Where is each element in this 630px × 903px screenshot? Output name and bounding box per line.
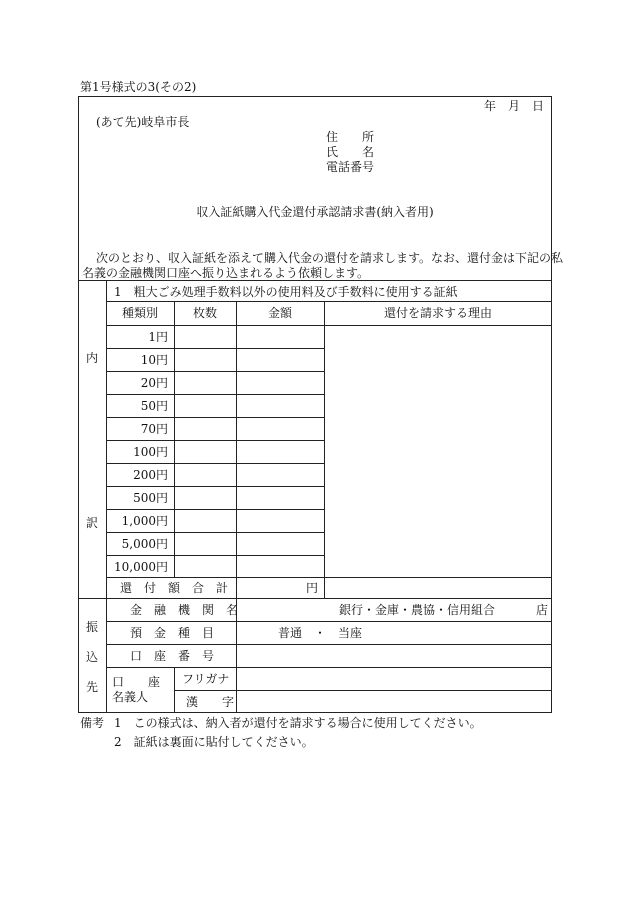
side-label-furi: 振 <box>86 620 99 634</box>
side-label-saki: 先 <box>86 680 99 694</box>
bank-label: 金 融 機 関 名 <box>130 603 239 617</box>
row-line <box>106 440 324 441</box>
form-title: 収入証紙購入代金還付承認請求書(納入者用) <box>196 205 434 219</box>
side-label-komi: 込 <box>86 650 99 664</box>
col-line-count <box>236 301 237 598</box>
kanji-label: 漢 字 <box>186 695 235 709</box>
breakdown-side-divider <box>106 280 107 598</box>
row-line <box>106 371 324 372</box>
denomination-1: 1円 <box>148 330 168 344</box>
name-label: 氏 名 <box>326 145 375 159</box>
col-line-type <box>174 301 175 577</box>
breakdown-bottom-border <box>78 598 552 599</box>
denomination-70: 70円 <box>140 422 168 436</box>
transfer-row-line <box>106 621 552 622</box>
transfer-row-line <box>174 690 552 691</box>
total-label: 還 付 額 合 計 <box>120 581 229 595</box>
side-label-uchi: 内 <box>86 351 99 365</box>
section-title: 1 粗大ごみ処理手数料以外の使用料及び手数料に使用する証紙 <box>114 285 458 299</box>
denomination-50: 50円 <box>140 399 168 413</box>
account-type-label: 預 金 種 目 <box>130 626 215 640</box>
row-line <box>106 463 324 464</box>
header-divider <box>106 325 552 326</box>
form-number: 第1号様式の3(その2) <box>80 80 197 94</box>
row-line <box>106 394 324 395</box>
breakdown-top-border <box>78 280 552 281</box>
branch-suffix: 店 <box>536 603 549 617</box>
col-line-amount <box>324 301 325 598</box>
notes-label: 備考 <box>80 716 105 730</box>
account-type-options[interactable]: 普通 ・ 当座 <box>278 626 363 640</box>
side-label-wake: 訳 <box>86 516 99 530</box>
date-line[interactable]: 年 月 日 <box>484 99 545 113</box>
row-line <box>106 417 324 418</box>
furigana-label: フリガナ <box>182 672 230 686</box>
holder-label-line2: 名義人 <box>112 690 149 704</box>
denomination-20: 20円 <box>140 376 168 390</box>
total-row-top <box>106 577 552 578</box>
note-item-2: 2 証紙は裏面に貼付してください。 <box>114 735 314 749</box>
row-line <box>106 532 324 533</box>
address-label: 住 所 <box>326 130 375 144</box>
intro-line-2: 名義の金融機関口座へ振り込まれるよう依頼します。 <box>82 266 370 280</box>
header-amount: 金額 <box>267 306 292 320</box>
total-unit: 円 <box>306 581 319 595</box>
header-reason: 還付を請求する理由 <box>383 306 492 320</box>
row-line <box>106 486 324 487</box>
denomination-500: 500円 <box>133 491 168 505</box>
section-title-divider <box>106 301 552 302</box>
note-item-1: 1 この様式は、納入者が還付を請求する場合に使用してください。 <box>114 716 482 730</box>
denomination-1000: 1,000円 <box>121 514 168 528</box>
addressee: (あて先)岐阜市長 <box>96 115 190 129</box>
holder-label-line1: 口 座 <box>112 675 161 689</box>
transfer-side-divider <box>106 598 107 713</box>
transfer-row-line <box>106 644 552 645</box>
denomination-10: 10円 <box>140 353 168 367</box>
row-line <box>106 555 324 556</box>
header-type: 種類別 <box>121 306 158 320</box>
intro-line-1: 次のとおり、収入証紙を添えて購入代金の還付を請求します。なお、還付金は下記の私 <box>96 251 564 265</box>
phone-label: 電話番号 <box>326 160 375 174</box>
header-count: 枚数 <box>192 306 217 320</box>
denomination-200: 200円 <box>133 468 168 482</box>
account-number-label: 口 座 番 号 <box>130 649 215 663</box>
row-line <box>106 348 324 349</box>
denomination-100: 100円 <box>133 445 168 459</box>
bank-options[interactable]: 銀行・金庫・農協・信用組合 <box>339 603 496 617</box>
row-line <box>106 509 324 510</box>
denomination-5000: 5,000円 <box>121 537 168 551</box>
transfer-row-line <box>106 667 552 668</box>
denomination-10000: 10,000円 <box>114 560 168 574</box>
